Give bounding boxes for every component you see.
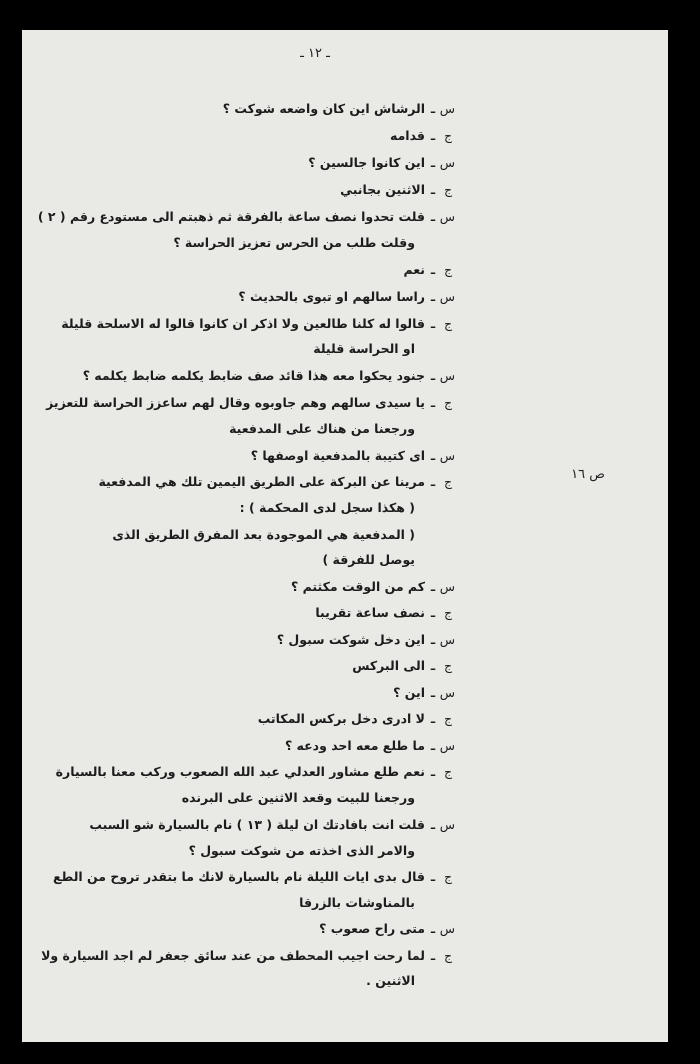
transcript-line [46,394,455,412]
question-marker: س [439,632,455,647]
line-text: ( المدفعية هي الموجودة بعد المفرق الطريق الذى [112,527,415,542]
transcript-line [291,578,455,596]
transcript-line [403,261,455,279]
line-text: الرشاش اين كان واضعه شوكت ؟ [222,101,425,116]
dash: ـ [430,738,436,753]
question-marker: س [439,448,455,463]
dash: ـ [430,605,436,620]
line-text: كم من الوقت مكثتم ؟ [291,579,425,594]
transcript-continuation [240,499,415,517]
dash: ـ [430,316,436,331]
transcript-line [308,154,455,172]
transcript-continuation [299,894,415,912]
line-text: الى البركس [352,658,425,673]
dash: ـ [430,921,436,936]
answer-marker: ج [443,262,453,277]
question-marker: س [439,209,455,224]
question-marker: س [439,685,455,700]
dash: ـ [430,579,436,594]
transcript-line [41,947,455,965]
line-text: او الحراسة قليلة [313,341,415,356]
dash: ـ [430,262,436,277]
dash: ـ [430,182,436,197]
dash: ـ [430,817,436,832]
transcript-line [53,868,455,886]
transcript-continuation [229,420,415,438]
transcript-continuation [182,789,415,807]
line-text: يا سيدى سالهم وهم جاوبوه وقال لهم ساعزز الحراسة للتعزيز [46,395,425,410]
transcript-line [393,684,455,702]
transcript-continuation [322,551,415,569]
transcript-line [98,473,455,491]
answer-marker: ج [443,182,453,197]
dash: ـ [430,948,436,963]
transcript-continuation [366,972,415,990]
transcript-line [223,100,455,118]
dash: ـ [430,368,436,383]
transcript-continuation [173,234,415,252]
transcript-line [352,657,455,675]
line-text: اين دخل شوكت سبول ؟ [276,632,425,647]
transcript-continuation [313,340,415,358]
transcript-continuation [189,842,415,860]
transcript-line [89,816,455,834]
transcript-line [390,127,455,145]
line-text: ورجعنا من هناك على المدفعية [229,421,415,436]
line-text: ورجعنا للبيت وقعد الاثنين على البرنده [181,790,415,805]
line-text: والامر الذى اخذته من شوكت سبول ؟ [188,843,415,858]
transcript-line [83,367,455,385]
question-marker: س [439,817,455,832]
transcript-line [56,763,455,781]
dash: ـ [430,209,436,224]
line-text: قالوا له كلنا طالعين ولا اذكر ان كانوا قالوا له الاسلحة قليلة [61,316,425,331]
line-text: مرينا عن البركة على الطريق اليمين تلك هي المدفعية [98,474,425,489]
line-text: ما طلع معه احد ودعه ؟ [284,738,425,753]
transcript-line [61,315,455,333]
dash: ـ [430,685,436,700]
dash: ـ [430,395,436,410]
transcript-line [319,920,455,938]
line-text: قلت تحدوا نصف ساعة بالفرقة ثم ذهبتم الى مستودع رقم ( ٢ ) [37,209,425,224]
dash: ـ [430,869,436,884]
transcript-line [340,181,455,199]
line-text: ( هكذا سجل لدى المحكمة ) : [239,500,415,515]
dash: ـ [430,448,436,463]
line-text: راسا سالهم او تبوى بالحديث ؟ [238,289,425,304]
transcript-line [251,447,455,465]
line-text: بالمناوشات بالزرقا [299,895,415,910]
answer-marker: ج [443,711,453,726]
answer-marker: ج [443,605,453,620]
dash: ـ [430,128,436,143]
line-text: يوصل للفرقة ) [322,552,415,567]
question-marker: س [439,101,455,116]
line-text: نعم [403,262,425,277]
line-text: الاثنين . [366,973,415,988]
page-number: ـ ١٢ ـ [300,46,330,61]
dash: ـ [430,632,436,647]
line-text: الاثنين بجانبي [340,182,425,197]
answer-marker: ج [443,316,453,331]
dash: ـ [430,155,436,170]
answer-marker: ج [443,128,453,143]
line-text: اين ؟ [393,685,425,700]
line-text: اين كانوا جالسين ؟ [308,155,425,170]
dash: ـ [430,101,436,116]
transcript-line [315,604,455,622]
answer-marker: ج [443,764,453,779]
line-text: لا ادرى دخل بركس المكاتب [257,711,425,726]
question-marker: س [439,921,455,936]
transcript-line [258,710,455,728]
line-text: لما رحت اجيب المحطف من عند سائق جعفر لم اجد السيارة ولا [41,948,425,963]
margin-reference: ص ١٦ [571,467,605,482]
line-text: اى كتيبة بالمدفعية اوصفها ؟ [250,448,425,463]
dash: ـ [430,658,436,673]
transcript-line [285,737,455,755]
line-text: متى راح صعوب ؟ [319,921,425,936]
line-text: قدامه [389,128,425,143]
question-marker: س [439,289,455,304]
dash: ـ [430,474,436,489]
answer-marker: ج [443,395,453,410]
answer-marker: ج [443,474,453,489]
transcript-line [38,208,455,226]
line-text: قال بدى ايات الليلة نام بالسيارة لانك ما بتقدر تروح من الطع [53,869,425,884]
line-text: جنود يحكوا معه هذا قائد صف ضابط يكلمه ضابط يكلمه ؟ [82,368,425,383]
transcript-continuation [112,526,415,544]
question-marker: س [439,579,455,594]
dash: ـ [430,711,436,726]
dash: ـ [430,764,436,779]
answer-marker: ج [443,869,453,884]
answer-marker: ج [443,948,453,963]
answer-marker: ج [443,658,453,673]
line-text: قلت انت بافادتك ان ليلة ( ١٣ ) نام بالسيارة شو السبب [89,817,425,832]
question-marker: س [439,368,455,383]
line-text: نعم طلع مشاور العدلي عبد الله الصعوب وركب معنا بالسيارة [55,764,425,779]
question-marker: س [439,738,455,753]
line-text: نصف ساعة تقريبا [315,605,425,620]
question-marker: س [439,155,455,170]
line-text: وقلت طلب من الحرس تعزيز الحراسة ؟ [173,235,415,250]
transcript-line [277,631,455,649]
transcript-line [238,288,455,306]
dash: ـ [430,289,436,304]
